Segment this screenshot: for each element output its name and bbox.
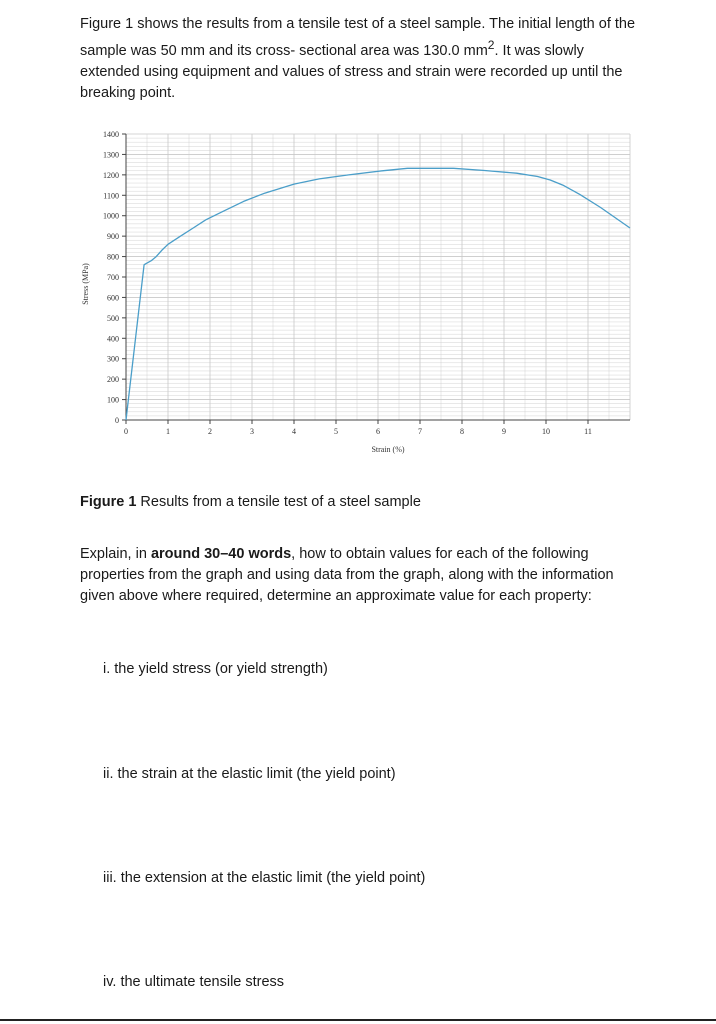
chart-y-axis-label: Stress (MPa) [81, 263, 90, 305]
x-tick-label: 3 [250, 427, 254, 436]
x-tick-label: 9 [502, 427, 506, 436]
y-tick-label: 300 [107, 354, 119, 364]
chart-x-axis-label: Strain (%) [371, 445, 405, 454]
figure-caption [80, 492, 421, 512]
caption-label: Figure 1 [80, 494, 137, 510]
y-tick-label: 700 [107, 273, 119, 282]
stress-strain-chart [74, 124, 644, 464]
chart-grid [126, 134, 630, 420]
x-tick-label: 2 [208, 427, 212, 436]
caption-text: Results from a tensile test of a steel sample [136, 494, 421, 510]
y-tick-label: 200 [107, 375, 119, 385]
y-tick-label: 1400 [103, 130, 119, 139]
chart-svg [74, 124, 644, 464]
intro-superscript: 2 [487, 38, 495, 52]
instructions-paragraph [80, 544, 640, 607]
instructions-text-2: , how to obtain values for each of the following properties from the graph and using data from the graph, along with the information given above where required, determine an approximate value for each property: [80, 546, 614, 604]
instructions-bold: around 30–40 words [150, 546, 292, 562]
x-tick-label: 0 [124, 427, 128, 436]
y-tick-label: 1200 [103, 170, 119, 180]
instructions-text-1: Explain, in [80, 546, 151, 562]
x-tick-label: 11 [584, 427, 592, 436]
x-tick-label: 5 [334, 427, 338, 436]
y-tick-label: 500 [107, 313, 119, 323]
y-tick-label: 1300 [103, 150, 119, 160]
question-item-extension: iii. the extension at the elastic limit (the yield point) [103, 870, 426, 886]
question-item-yield-stress: i. the yield stress (or yield strength) [103, 661, 328, 677]
chart-tick-labels [103, 130, 592, 436]
chart-axes [122, 134, 630, 424]
intro-text-2: . It was slowly extended using equipment and values of stress and strain were recorded up until the breaking point. [80, 42, 623, 101]
y-tick-label: 600 [107, 293, 119, 303]
x-tick-label: 8 [460, 427, 464, 436]
y-tick-label: 1100 [103, 191, 119, 201]
x-tick-label: 6 [376, 427, 380, 436]
y-tick-label: 800 [107, 252, 119, 262]
intro-paragraph [80, 14, 640, 104]
x-tick-label: 10 [542, 427, 550, 436]
x-tick-label: 1 [166, 427, 170, 436]
y-tick-label: 400 [107, 334, 119, 344]
x-tick-label: 4 [292, 427, 296, 436]
intro-text-1: Figure 1 shows the results from a tensile test of a steel sample. The initial length of the sample was 50 mm and its cross- sectional area was 130.0 mm [80, 16, 636, 59]
y-tick-label: 100 [107, 395, 119, 405]
y-tick-label: 900 [107, 232, 119, 242]
x-tick-label: 7 [418, 427, 422, 436]
y-tick-label: 1000 [103, 211, 119, 221]
question-item-uts: iv. the ultimate tensile stress [103, 974, 285, 990]
y-tick-label: 0 [115, 416, 119, 425]
question-item-elastic-strain: ii. the strain at the elastic limit (the yield point) [103, 766, 396, 782]
bottom-rule [0, 1019, 716, 1021]
